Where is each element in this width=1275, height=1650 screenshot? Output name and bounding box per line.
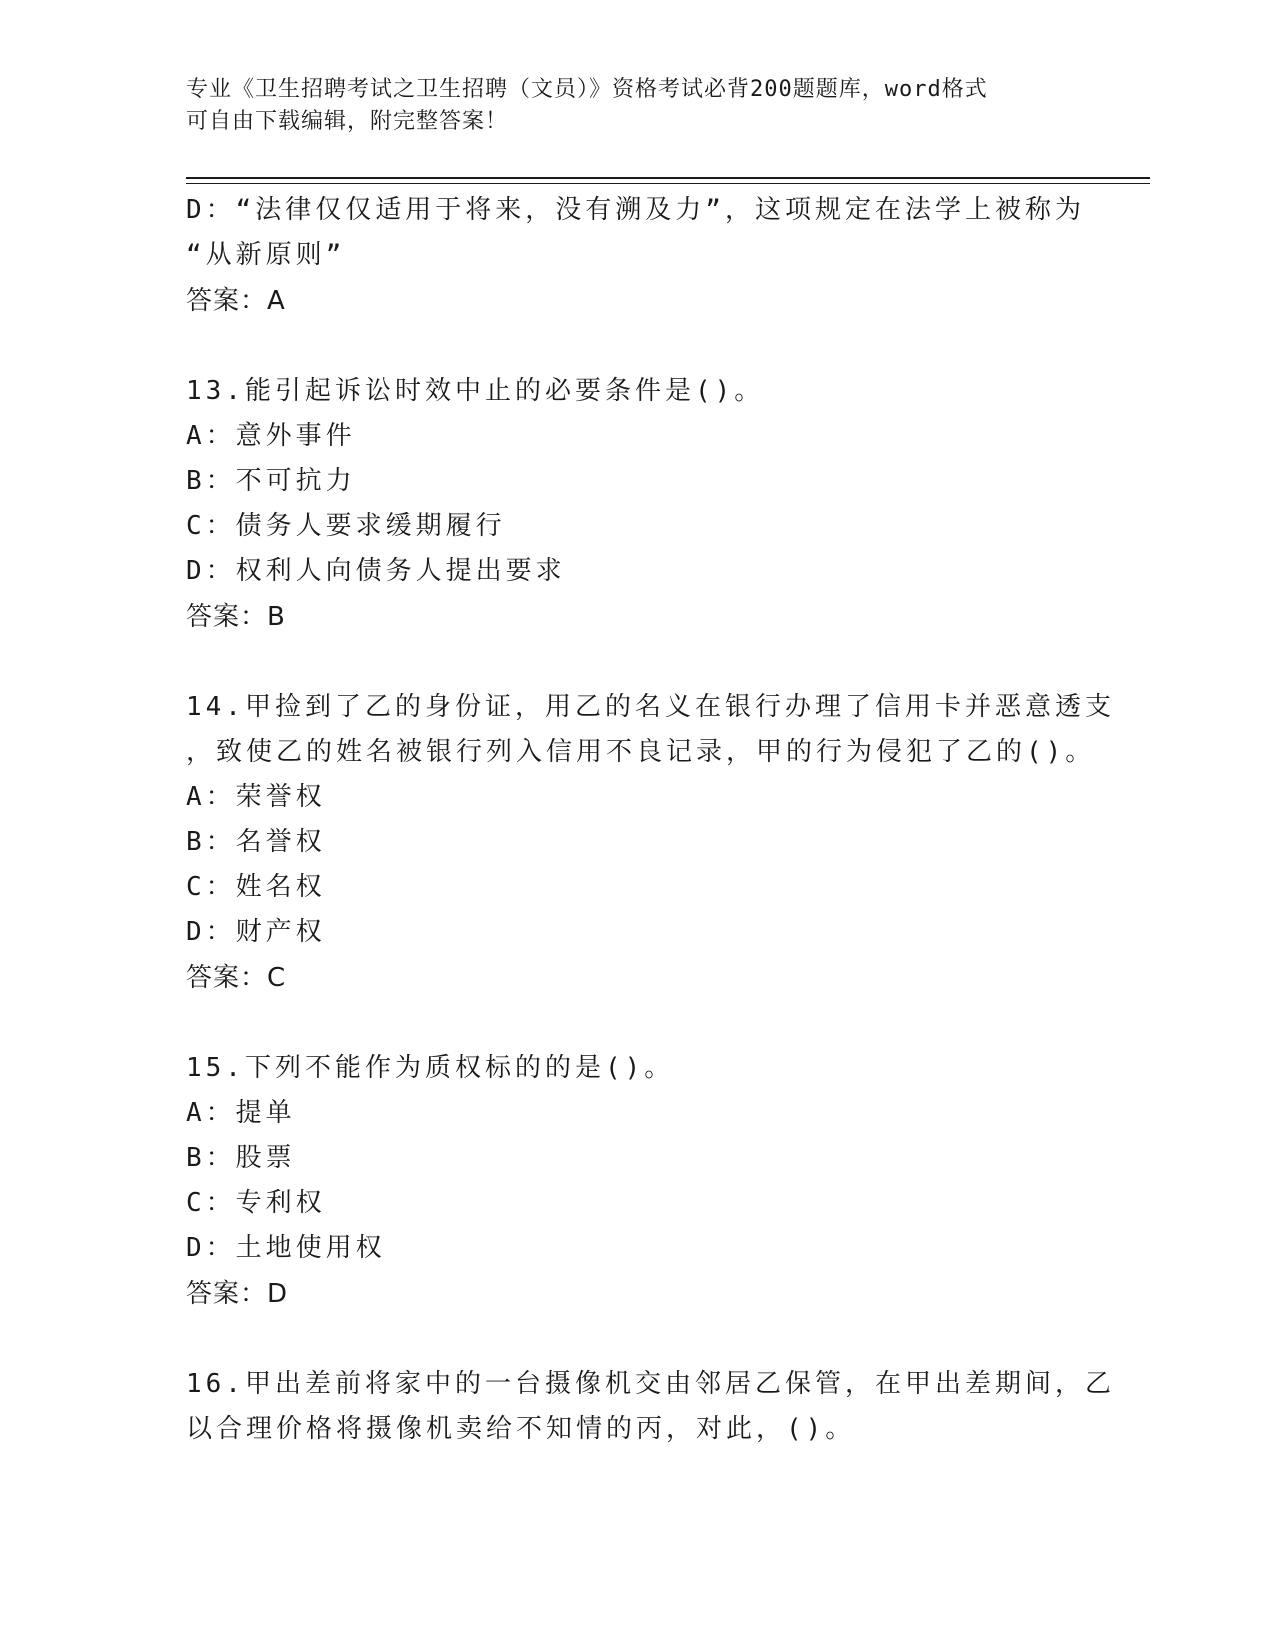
option-c: C：姓名权 [186,872,326,902]
option-a: A：提单 [186,1098,296,1128]
spacer [186,324,1086,369]
question-stem-line-1: 14.甲捡到了乙的身份证，用乙的名义在银行办理了信用卡并恶意透支 [186,692,1115,722]
question-stem-line-2: ，致使乙的姓名被银行列入信用不良记录，甲的行为侵犯了乙的()。 [186,737,1096,767]
answer-line: 答案：A [186,286,286,316]
option-d: D：权利人向债务人提出要求 [186,556,566,586]
option-d: D：财产权 [186,917,326,947]
option-b: B：名誉权 [186,827,326,857]
question-stem: 15.下列不能作为质权标的的是()。 [186,1053,675,1083]
answer-line: 答案：B [186,602,286,632]
option-a: A：意外事件 [186,421,356,451]
answer-line: 答案：D [186,1279,289,1309]
header-divider-thin [186,183,1150,184]
question-stem-line-2: 以合理价格将摄像机卖给不知情的丙，对此，()。 [186,1414,856,1444]
header-title-line-1: 专业《卫生招聘考试之卫生招聘（文员）》资格考试必背200题题库，word格式 [186,77,988,102]
previous-question-tail [186,188,1086,324]
answer-line: 答案：C [186,963,287,993]
question-13 [186,369,1086,640]
option-c: C：债务人要求缓期履行 [186,511,506,541]
header-divider-thick [186,177,1150,179]
spacer [186,640,1086,685]
spacer [186,1001,1086,1046]
option-d: D：土地使用权 [186,1233,386,1263]
option-b: B：不可抗力 [186,466,356,496]
question-15 [186,1046,1086,1317]
option-d-line-1: D：“法律仅仅适用于将来，没有溯及力”，这项规定在法学上被称为 [186,195,1085,225]
question-16 [186,1362,1115,1452]
option-c: C：专利权 [186,1188,326,1218]
option-b: B：股票 [186,1143,296,1173]
question-14 [186,685,1115,1001]
question-stem-line-1: 16.甲出差前将家中的一台摄像机交由邻居乙保管，在甲出差期间，乙 [186,1369,1115,1399]
option-a: A：荣誉权 [186,782,326,812]
question-content [186,188,1115,1452]
question-stem: 13.能引起诉讼时效中止的必要条件是()。 [186,376,765,406]
document-header [186,74,1086,138]
header-title-line-2: 可自由下载编辑，附完整答案！ [186,109,509,134]
option-d-line-2: “从新原则” [186,240,346,270]
spacer [186,1317,1086,1362]
